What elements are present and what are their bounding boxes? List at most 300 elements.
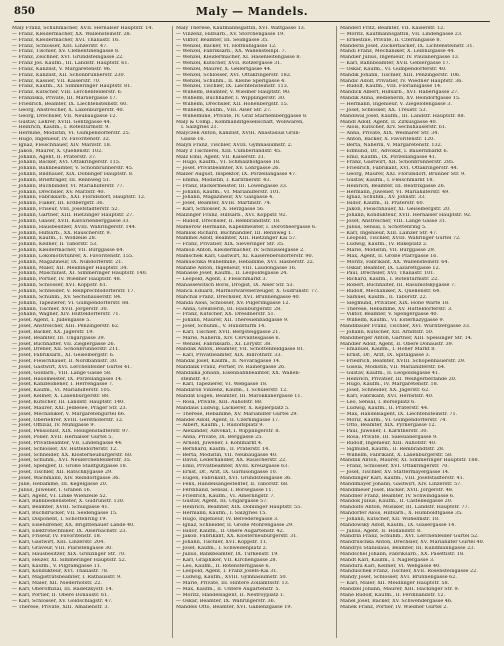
directory-entry: Mandlmayer Johann, Gastwirt, XIV. Linzerstr. 57. [340, 481, 462, 487]
directory-entry: — Franz, Kutscher, XX. Dresdnerstr. 51. [176, 312, 276, 318]
directory-entry: — Josef, Schneider, XX. Jägerstr. 62. [340, 388, 430, 394]
directory-entry: — Max, Agent, II. Große Pfarrgasse 16. [340, 253, 438, 259]
directory-entry: Mamschek Karl, Gastwirt, XI. Kaiserebersdorferstr. 90. [176, 253, 314, 259]
directory-entry: — Rosa, Private, XIII. Auhofstr. 88. [176, 400, 263, 405]
directory-entry: Mandels Otto, Beamter, XVI. Gablenzgasse 19. [176, 604, 293, 610]
directory-entry: — Hermann, Juwelier, VI. Mariahilferstr. 49. [340, 189, 450, 195]
directory-entry: — Johann, Kondukteur, XVII. Hernalser Hauptstr. 92. [340, 213, 472, 218]
directory-entry: — Karl, Schlosser, XV. Goldschlagstr. 47. [12, 598, 113, 604]
directory-entry: Manel Josef, Bäcker, XV. Schwendergasse 46. [340, 598, 453, 604]
directory-entry: Mandl Adolf, Agent, II. Zirkusgasse 40. [340, 119, 438, 125]
directory-entry: Malzer August, Inspektor, IX. Porzellangasse 47. [176, 172, 297, 178]
directory-entry: — Josef, Schuhm., XVI. Neulerchenfelderstr. 35. [12, 458, 132, 464]
directory-entry: — Jakob, Fabrikant, XX. Klosterneuburgerstr. 31. [176, 534, 298, 540]
directory-entry: Mandier Julius, Ingenieur, IV. Paulanergasse 13. [340, 55, 460, 61]
directory-entry: — Julius, Sensal, I. Schottenring 5. [340, 224, 427, 230]
directory-entry: — Franz, Kaufm., XI. Simmeringer Hauptstr. 81. [12, 84, 132, 90]
directory-entry: — Albert, Kaufm., I. Rudolfsplatz 9. [176, 423, 265, 429]
directory-entry: — Johann, Fabriksarb., XXI. Floridsdorf, Hauptstr. 12. [12, 195, 146, 201]
directory-entry: — Julius, Bankbeamter, IX. Türkenstr. 19. [176, 551, 279, 557]
directory-entry: Mandi Franz, Mechaniker, X. Leibnizgasse 44. [340, 49, 456, 55]
directory-entry: — Rudolf, Mechaniker, X. Quellenstr. 64. [340, 288, 441, 294]
directory-entry: — Johann, Agent, II. Praterstr. 37. [12, 154, 97, 160]
directory-entry: — Gustav, Agent, III. Ungargasse 57. [176, 499, 268, 505]
directory-entry: Manca Eduard, Marmorwarenerzeuger, X. Gudrunstr. 77. [176, 288, 319, 294]
directory-entry: — Heinrich, Kaufm., I. Rotenturmstr. 9. [12, 125, 110, 131]
directory-entry: — Franz, Schlosser, XIII. Linzerstr. 47. [12, 43, 108, 49]
directory-entry: — Therese, Private, XIII. Amalienstr. 3. [12, 604, 110, 610]
directory-entry: Mamoli Anton, Kleidermacher, IV. Schlüsselgasse 2. [176, 248, 305, 254]
directory-entry: — Josef, Kaufm., I. Schwedenplatz 2. [176, 546, 268, 552]
directory-entry: — Johann, Kleidermacher, VII. Burggasse 64. [12, 248, 125, 254]
directory-entry: — Leo, Kaufm., II. Rotensterngasse 6. [176, 563, 271, 569]
directory-entry: — Franz, Kleidermacher, XX. Wallensteinstr. 28. [12, 31, 132, 37]
directory-entry: — Wilhelm, Beamter, V. Wiedner Hauptstr. 90. [176, 90, 291, 96]
directory-entry: Mandalka Johann, Eisenbahnbeamter, XX. Wallen- [176, 370, 301, 376]
directory-entry: Mandschel Johann, Fabriksarb., XX. Pasettistr. 18. [340, 551, 465, 557]
directory-entry: — Leopold, Agent, I. Franz Josefs-Kai 31. [176, 569, 278, 575]
directory-entry: — Emil, Privatbeamter, XVIII. Kreuzgasse 63. [176, 464, 289, 470]
directory-entry: — Josef, Tischler, XV. Stättermayergasse 14. [340, 470, 450, 476]
directory-entry: — Ludwig, Kaufm., IV. Rilkeplatz 2. [340, 242, 428, 248]
directory-entry: — Gustav, Lehrer, XVIII. Gentzgasse 44. [12, 119, 112, 125]
directory-entry: — Karl, Friseur, IV. Favoritenstr. 18. [12, 534, 102, 540]
directory-entry: — Ludwig, Kaufm., XVIII. Gymnasiumstr. 50. [176, 575, 288, 581]
directory-entry: Manabe Anton, Ingenieur, VIII. Laudongasse 16. [176, 265, 297, 271]
directory-entry: — Julius, Juwelier, I. Graben 16. [12, 487, 92, 493]
directory-entry: Maly z Tischlerei, XIII. Cumberlandstr. 45. [176, 148, 282, 154]
directory-entry: Mandlinger Karl, Kaufm., VIII. Josefstädterstr. 41. [340, 475, 465, 481]
directory-entry: — Josef, Offizial, IV. Mühlgasse 9. [12, 423, 96, 429]
directory-entry: — Emma, Modistin, I. Kärntnerstr. 43. [176, 177, 271, 183]
directory-entry: Mandzel Johann, Maurer, XIII. Hackinger Str. 9. [340, 587, 460, 592]
directory-entry: — Vinzenz, Hilfsarb., XV. Storchengasse 19. [176, 31, 285, 37]
directory-entry: — Josef, Goldarb., VIII. Lange Gasse 58. [12, 370, 112, 376]
entries-column-1 [12, 26, 172, 638]
directory-entry: Manderla Josef, Zuckerbäcker, IX. Lichtensteinstr. 31. [340, 43, 475, 49]
directory-entry: Mandok Julius, Kaufm., II. Castellezgasse 20. [340, 499, 453, 505]
directory-entry: — Johann, Maler, XII. Meidlinger Hauptstr. 34. [12, 265, 128, 271]
directory-entry: — Franz, Kutscher, VIII. Lerchenfelderstr. 6. [12, 90, 123, 96]
directory-entry: Mandal Josef, Kaufm., II. Novaragasse 14. [176, 359, 281, 365]
directory-entry: — Wenzel, Tischler, IX. Liechtensteinstr. 113. [176, 84, 289, 90]
directory-entry: — Johann, Friseur, VIII. Josefstädterstr. 52. [12, 207, 120, 213]
directory-entry: — Johann, Magazineur, XV. Gasgasse 4. [176, 195, 274, 201]
directory-entry: — Karl, Graveur, VIII. Piaristengasse 30. [12, 546, 113, 552]
directory-entry: Maly Therese, Kaufmannsgattin, XVI. Wattgasse 13. [176, 26, 306, 31]
running-head: Maly — Mandels. [195, 5, 309, 18]
directory-entry: Malyczek Anton, Kanzlist, XVIII. Anastasius Grün- [176, 131, 301, 137]
directory-entry: — Rudolf, Kaufm., VIII. Florianigasse 14. [340, 84, 442, 90]
directory-entry: — Moritz, Kaufmannsgattin, VII. Lindengasse 23. [340, 31, 463, 37]
directory-entry: — Oskar, Beamter, IX. Lazarettgasse 12. [340, 265, 441, 271]
directory-entry: — Gustav, Kaufm., I. Fleischmarkt 18. [340, 177, 435, 183]
directory-entry: — Josef, Schlosser, XX. Treustr. 53. [340, 107, 427, 113]
directory-entry: — Franz, Kleidermacher, XVI. Thaliastr. 16. [12, 37, 120, 43]
directory-entry: Mandolfo Anton, Musiker, III. Landstr. Hauptstr. 77. [340, 505, 470, 511]
directory-entry: — Leopold, Tischler, XVIII. Währinger Gürtel 72. [340, 236, 461, 242]
directory-entry: Gasse 16. [181, 137, 206, 143]
directory-entry: — Marie, Private, III. Hintere Zollamtsstr. 13. [176, 581, 290, 587]
directory-entry: — Franz, Kanzlist, XII. Schönbrunnerstr. 230. [12, 72, 126, 78]
directory-entry: — Josef, Bäcker, XX. Jägerstr. 19. [12, 329, 94, 335]
directory-entry: Mandel Adolf, Agent, II. Czerningasse 17. [176, 417, 280, 423]
directory-entry: — Karl, Oberoffizial, III. Radetzkystr. 14. [12, 587, 114, 592]
directory-entry: — Johann, Buchbinder, VI. Mariahilferstr. 77. [12, 183, 125, 189]
directory-entry: — Wenzel, Schlosser, XVI. Ottakringerstr. 182. [176, 72, 292, 78]
directory-entry: — Josef, Fleischhauer, II. Nordbahnstr. 30. [12, 359, 118, 365]
directory-entry: Maly & Comp., Kommanditgesellschaft, Wollwaren, [176, 119, 304, 125]
directory-entry: — Wilhelmine, Private, IV. Graf Starhemberggasse 8. [176, 113, 308, 119]
directory-entry: — Johann, Lokomotivführer, X. Favoritenstr. 155. [12, 253, 134, 259]
directory-entry: Mandrla Franz, Schuhm., XVI. Lerchenfelder Gürtel 52. [340, 534, 479, 540]
directory-entry: — Anton, Bäcker, X. Favoritenstr. 120. [340, 137, 435, 143]
directory-entry: — Alois, Kutscher, XIV. Sechshauserstr. 61. [340, 125, 447, 131]
directory-entry: — Ernst, Dr., Arzt, IX. Spitalgasse 3. [340, 353, 431, 359]
directory-entry: — Karl, Hausbesitzer, XIX. Grinzinger Str. 70. [12, 551, 126, 557]
directory-entry: — Friedrich, Beamter, IX. Liechtensteinstr. 60. [12, 101, 128, 107]
directory-entry: — Karl, Eisendreher, XX. Brigittenauer Lände 40. [12, 522, 135, 528]
directory-entry: — Georg, Maurer, XXI. Floridsdorf, Brünner Str. 9. [340, 172, 466, 178]
directory-entry: Mandruschka Anton, Drechsler, XV. Mariahilfer Gürtel 40. [340, 540, 485, 546]
column-divider [336, 26, 337, 638]
directory-entry: — Josef, Anstreicher, VIII. Lange Gasse 31. [340, 218, 447, 224]
directory-entry: — Marie, Näherin, XIV. Cervantesgasse 6. [176, 335, 281, 341]
directory-entry: — Johann, Hausbesitzer, XVIII. Währingerstr. 144. [12, 224, 137, 230]
directory-entry: I. Salzgries 21. [181, 125, 219, 131]
directory-entry: — Karl, Buchdrucker, VII. Seidengasse 15. [12, 511, 118, 517]
entries-column-3 [340, 26, 500, 638]
directory-entry: — Wenzel, Fabriksarb., XX. Wallensteinpl. 7. [176, 49, 287, 55]
directory-entry: Manderl Fritz, Beamter, VII. Kaiserstr. 12. [340, 26, 445, 31]
directory-entry: — Edmund, Dr., Advokat, I. Bauernmarkt 6. [340, 148, 449, 154]
directory-entry: — Oskar, Beamter, IX. Währingerstr. 36. [176, 598, 276, 604]
directory-entry: — Hermann, Ingenieur, V. Ziegelofengasse 3. [340, 101, 452, 107]
directory-entry: Mamerow Hermann, Kapellmeister, I. Dorotheergasse 6. [176, 224, 317, 230]
directory-entry: — Siegmund, Privatier, XIX. Hohe Warte 18. [340, 300, 450, 306]
directory-entry: — Viktor, Beamter, V. Spengergasse 40. [340, 312, 439, 318]
column-divider [172, 26, 173, 638]
directory-entry: — Josef, Agent, I. Judengasse 5. [12, 318, 91, 324]
directory-entry: Malyn Franz, Tischler, XVIII. Gymnasiumstr. 2. [176, 142, 293, 148]
directory-entry: — Johann, Hilfsarb., XX. Rauscherstr. 9. [12, 230, 112, 236]
directory-entry: — Johann, Glaser, XVII. Kalvarienberggasse 33. [12, 218, 131, 224]
directory-entry: — Ludwig, Kaufm., II. Praterstr. 44. [340, 405, 429, 411]
directory-entry: — Eugen, Fabrikant, XVI. Grundsteingasse 36. [176, 475, 292, 481]
directory-entry: — Ernst, Dr., Arzt, IX. Garnisongasse 10. [176, 470, 278, 476]
directory-entry: — Johann, Schneider, V. Reinprechtsdorferstr. 17. [12, 288, 136, 294]
directory-entry: — Richard, Kaufm., I. Rotenturmstr. 22. [340, 277, 439, 283]
directory-entry: — Johann, Kutscher, XII. Arndtstr. 50. [340, 329, 434, 335]
directory-entry: — Josef, Anstreicher, XIII. Penzingerstr. 62. [12, 324, 120, 330]
directory-entry: — Therese, Hebamme, XV. Mariahilfer Gürtel 29. [176, 411, 299, 417]
directory-entry: — Karl, Agent, VI. Linke Wienzeile 52. [12, 493, 108, 499]
directory-entry: Mandt Karl, Kaufm., I. Naglergasse 3. [340, 557, 435, 563]
directory-entry: — Karl, Schlosser, X. Herzgasse 56. [176, 207, 265, 213]
directory-entry: Mandner Franz, Beamter, IV. Schwindgasse 6. [340, 493, 455, 499]
directory-entry: — Franz, Kassier, VII. Kaiserstr. 70. [12, 78, 101, 84]
directory-entry: — Karl, Beamter, XVIII. Schulgasse 41. [12, 505, 109, 511]
directory-entry: Mandat Eugen, Beamter, III. Marokkanergasse 11. [176, 394, 303, 400]
directory-entry: Mamlok Richard, Buchhändler, III. Rennweg 1. [176, 230, 293, 236]
directory-entry: Manek Franz, Portier, IV. Wiedner Gürtel 2. [340, 604, 448, 610]
entries-column-2 [176, 26, 336, 638]
directory-entry: — Friedrich, Fabrikant, XVI. Ottakringerstr. 44. [340, 166, 459, 172]
directory-entry: steinstr. 47. [181, 376, 211, 382]
directory-entry: — Josef, Schlosser, XV. Hütteldorferstr. 12. [12, 446, 118, 452]
directory-entry: Mandick Albert, Hilfsarb., XVI. Haberlgasse 27. [340, 90, 459, 96]
directory-entry: — Karl, Privatbeamter, XIX. Billrothstr. 33. [176, 353, 283, 359]
directory-entry: — Moriz, Kaufm., VI. Gumpendorferstr. 74. [340, 417, 447, 423]
directory-entry: — Karl, Disponent, I. Schottenring 19. [12, 516, 108, 522]
directory-entry: Mandlbauer Franz, Tischler, XVI. Wurlitzergasse 33. [340, 324, 471, 330]
directory-entry: Mandak Anton, Beamter, VII. Schottenfeldgasse 81. [176, 347, 305, 353]
directory-entry: — Franz Jos. Kaufm., III. Landstr. Hauptstr. 61. [12, 61, 130, 67]
directory-entry: Mandlmeier Josef, Bäcker, XVII. Jörgerstr. 48. [340, 487, 454, 493]
directory-entry: — Wenzel, Kleidermacher, XI. Hasenleitengasse 8. [176, 55, 302, 61]
directory-entry: — Johann, Magazineur, IX. Nußdorferstr. 21. [12, 259, 123, 265]
directory-entry: — Julius, Agent, II. Hollandstr. 8. [340, 528, 422, 534]
directory-entry: — Josef, Schuhm., V. Hundsturm 14. [176, 324, 266, 330]
directory-entry: — Josef, Privatbeamter, XV. Löhrgasse 26. [176, 166, 280, 172]
directory-entry: — Karl, Elektrotechniker, IX. Alserbachstr. 23. [12, 528, 127, 534]
directory-entry: — Josef, Fabriksarb., XI. Geiselbergstr. 6. [12, 353, 115, 359]
directory-entry: — Wenzel, Fabriksarb., XI. Lorystr. 38. [176, 341, 272, 347]
directory-entry: — Paul, Drechsler, XVI. Thaliastr. 101. [340, 271, 435, 277]
directory-entry: — Franziska, Private, III. Marxergasse 17. [12, 96, 118, 102]
directory-entry: — Ignaz, Schneider, II. Große Mohrengasse 29. [176, 522, 294, 528]
directory-entry: — Gustav, Kaufm., II. Leopoldsgasse 41. [340, 370, 440, 376]
directory-entry: — Johann, Tapezierer, VI. Gumpendorferstr. 88. [12, 300, 130, 306]
directory-entry: — Heinrich, Beamter, III. Beatrixgasse 26. [340, 183, 446, 189]
directory-entry: Mandlberger Anton, Gärtner, XIII. Speisinger Str. 14. [340, 335, 473, 341]
directory-entry: — Josef, Beamter, XVIII. Martinstr. 74. [176, 201, 272, 207]
directory-entry: — Rudolf, Drechsler, II. Rembrandtstr. 18. [176, 218, 281, 224]
directory-entry: Mane Rudolf, Kaufm., II. Ferdinandstr. 12. [340, 592, 446, 598]
page-number: 850 [14, 6, 35, 17]
directory-entry: — Josef, Kutscher, III. Landstr. Hauptstr. 140. [12, 400, 125, 405]
directory-entry: — Bernhard, Kaufm., II. Praterstr. 14. [176, 446, 270, 452]
directory-entry: Mandrys Stanislaus, Beamter, III. Kundmanngasse 23. [340, 546, 475, 552]
directory-entry: — Josef, Schneider, XX. Klosterneuburgerstr. 60. [12, 452, 133, 458]
directory-entry: — Josef, Spengler, II. Große Stadtgutgasse 18. [12, 464, 128, 470]
directory-entry: — Karl, Bahnbeamter, XVII. Geblergasse 17. [340, 61, 451, 67]
directory-entry: Mandalik Franz, Portier, IV. Rainergasse 26. [176, 364, 286, 370]
directory-entry: — Johann, Tischler, XVII. Jörgerstr. 30. [12, 306, 109, 312]
directory-entry: — Johann, Gärtner, XIII. Hietzinger Hauptstr. 27. [12, 213, 134, 218]
directory-entry: Mandy Josef, Schlosser, XVI. Brunnengasse 62. [340, 575, 457, 581]
page-header [0, 0, 504, 22]
directory-entry: — Johann, Maurer, XII. Theresienbadgasse 9. [176, 318, 289, 324]
directory-entry: — Rosa, Private, III. Salesianergasse 9. [340, 435, 438, 441]
directory-entry: — Johann, Schlosser, XVI. Koppstr. 61. [12, 283, 108, 289]
directory-entry: — Moritz, Handelsagent, II. Nestroyplatz 1. [176, 592, 285, 598]
directory-entry: — Leopold, Agent, I. Fleischmarkt 3. [176, 277, 268, 283]
directory-entry: — Karl, Graphiker, VII. Kirchengasse 28. [176, 557, 278, 563]
directory-entry: — Johann, Kaufm., VI. Mariahilferstr. 101. [176, 189, 281, 195]
directory-entry: — Moritz, Fabrikant, XX. Wallensteinstr. 64. [340, 259, 450, 265]
directory-entry: — Johann, Kellner, II. Taborstr. 53. [12, 242, 98, 248]
directory-entry: — Wenzel, Maurer, X. Gellertgasse 44. [176, 66, 272, 72]
directory-entry: Manduschek Franz, Tischler, XVII. Rosensteingasse 22. [340, 569, 478, 575]
directory-entry: — Julie, Hebamme, III. Kegelgasse 20. [12, 481, 108, 487]
directory-entry: — Franz, Bäckermeister, III. Löwengasse 33. [176, 183, 288, 189]
directory-entry: Manasse Josef, Kaufm., II. Leopoldsgasse 24. [176, 271, 288, 277]
directory-entry: Malzinger Franz, Hilfsarb., XVI. Koppstr. 92. [176, 213, 287, 218]
directory-entry: — Emil, Kaufm., IX. Porzellangasse 41. [340, 154, 437, 160]
directory-entry: — Josef, Kanzleidiener, I. Herrengasse 7. [12, 382, 114, 388]
directory-entry: — Otto, Beamter, XIX. Pyrkergasse 12. [340, 423, 437, 429]
directory-entry: — Jakob, Fleischhauer, XI. Geiselbergstr. 20. [340, 207, 451, 213]
directory-entry: Mandowsky Adolf, Kaufm., IX. Glasergasse 14. [340, 522, 456, 528]
directory-entry: Mandik Johann, Tischler, XIII. Penzingerstr. 106. [340, 72, 461, 78]
directory-entry: — Karl, Bahnbediensteter, X. Gudrunstr. 130. [12, 499, 125, 505]
directory-entry: — Sigmund, Kaufm., II. Rembrandtstr. 28. [340, 446, 445, 452]
directory-entry: — Wenzel, Bäcker, VI. Hofmühlgasse 12. [176, 43, 277, 49]
directory-entry: — Johann, Fiaker, III. Erdbergstr. 36. [12, 201, 105, 207]
directory-entry: — Ferdinand, Sensal, I. Börsegasse 11. [176, 487, 274, 493]
directory-entry: — Karl, Magistratsbeamter, I. Rathausstr. 9. [12, 575, 122, 581]
directory-entry: — Marie, Modistin, VII. Burggasse 29. [340, 248, 436, 254]
directory-entry: — Hugo, Kaufm., VI. Schmalzhofgasse 18. [176, 160, 281, 166]
directory-entry: — Karl, Fabrikant, XVI. Herbststr. 40. [340, 394, 434, 400]
directory-entry: — Karl, Tapezierer, VI. Webgasse 18. [176, 382, 268, 388]
directory-entry: — Hugo, Kaufm., IV. Margaretenstr. 18. [340, 382, 439, 388]
directory-entry: — Josef, Pensionist, XIX. Heiligenstädterstr. 97. [12, 429, 130, 435]
directory-entry: — Heinrich, Privatier, III. Weißgerberlände 20. [340, 376, 457, 382]
directory-entry: — Max, Kaufm., II. Untere Augartenstr. 5. [176, 587, 281, 592]
directory-entry: — Anna, Private, XIX. Weimarer Str. 34. [340, 131, 439, 137]
directory-entry: — Josef, Oberlehrer, XVIII. Gersthoferstr. 12. [12, 417, 124, 423]
directory-entry: — Josef, Privatbeamter, VII. Lindengasse 44. [12, 440, 123, 446]
directory-entry: Mammel Adolf, Beamter, XIII. Hietzinger Kai 57. [176, 236, 297, 242]
directory-entry: — Wilhelm, Drechsler, XII. Hohenbergstr. 15. [176, 101, 289, 107]
directory-entry: Maly Franz, Schuhmacher, XVII. Hernalser Hauptstr. 14. [12, 26, 154, 31]
directory-entry: — Johann, Wagner, XIV. Hütteldorferstr. 71. [12, 312, 121, 318]
directory-entry: — Josef, Wachmann, XIV. Reindorfgasse 36. [12, 475, 120, 481]
directory-entry: — Therese, Hebamme, XV. Hütteldorferstr. 3. [340, 306, 453, 312]
directory-entry: — Ignaz, Fleischhauer, XIV. Märzstr. 18. [12, 142, 112, 148]
directory-entry: — Karl, Tischler, XVII. Bergsteiggasse 21. [176, 329, 280, 335]
directory-entry: — Berta, Näherin, V. Margaretenstr. 132. [340, 142, 443, 148]
directory-entry: Mandaroli Vinzenz, Kaufm., I. Schulerstr. 12. [176, 388, 288, 394]
directory-entry: Manassewitsch Boris, Drogist, IX. Alser Str. 53. [176, 283, 295, 289]
directory-entry: Mandler Adolf, Agent, II. Obere Donaustr. 39. [340, 341, 454, 347]
directory-entry: — Heinrich, Beamter, XIX. Döblinger Hauptstr. 55. [176, 505, 302, 511]
directory-entry: — Johann, Portier, IV. Wiedner Hauptstr. 48. [12, 277, 122, 283]
directory-entry: Mandura Karl, Kellner, VI. Webgasse 40. [340, 563, 441, 569]
directory-entry: — Johann, Bahnbeamter, V. Schönbrunnerstr. 45. [12, 166, 134, 172]
directory-entry: — Hugo, Ingenieur, IV. Favoritenstr. 32. [12, 137, 111, 143]
directory-entry: — Rudolf, Ingenieur, XIII. Auhofstr. 40. [340, 440, 437, 446]
directory-entry: — Johann, Bildhauer, XIX. Döblinger Hauptstr. 8. [12, 172, 134, 178]
header-rule [14, 21, 490, 22]
directory-entry: — Jakob, Maurer, X. Quellenstr. 102. [12, 148, 103, 154]
directory-entry: — Anna, Private, IX. Berggasse 25. [176, 435, 263, 441]
directory-entry: — Karl, Maler, XII. Niederhofstr. 22. [12, 581, 102, 587]
directory-entry: Mamuschka Wilhelmine, Hebamme, XVI. Hasnerstr. 22. [176, 259, 315, 265]
directory-entry: — Alexander, Advokat, I. Wipplingerstr. 8. [176, 429, 281, 435]
directory-entry: — Johann, Drechsler, XV. Märzstr. 40. [12, 189, 106, 195]
directory-entry: — Karl, Portier, II. Obere Donaustr. 61. [12, 592, 109, 598]
directory-entry: — Franz, Zeichner, XVI. Grundsteingasse 22. [12, 55, 124, 61]
directory-entry: — Wilhelm, Fabrikant, X. Laxenburgerstr. 58. [340, 452, 453, 458]
directory-entry: Malz Emil, Agent, VII. Kaiserstr. 31. [176, 154, 266, 160]
directory-entry: — Johann, Maschinist, XI. Simmeringer Hauptstr. 140. [12, 271, 148, 277]
directory-entry: Manchal Franz, Drechsler, XVI. Brunnengasse 40. [176, 294, 301, 300]
directory-entry: — Isidor, Kaufm., II. Obere Augartenstr. 42. [176, 528, 285, 534]
directory-entry: — Wenzel, Schuhm., II. Kleine Sperlgasse 4. [176, 78, 286, 84]
directory-entry: — Max, Handelsagent, IX. Liechtensteinstr. 71. [340, 411, 458, 417]
directory-entry: Mandaus Ludwig, Lackierer, X. Keplerplatz 5. [176, 405, 290, 411]
directory-entry: — Josef, Hausmeister, IX. Porzellangasse 14. [12, 376, 123, 382]
directory-entry: Mandic Adolf, Privatier, IV. Wiedner Hauptstr. 36. [340, 78, 463, 84]
directory-entry: — Wilhelm, Kaufm., VI. Esterhazygasse 9. [340, 318, 445, 324]
directory-entry: — Franz, Schlosser, XVI. Ottakringerstr. 70. [340, 464, 449, 470]
directory-entry: — Hugo, Ingenieur, IV. Belvederegasse 3. [176, 516, 279, 522]
directory-entry: — Josef, Maurer, XXI. Jedlesee, Prager Str. 23. [12, 405, 128, 411]
directory-entry: — Johann, Schuhm., XV. Sechshauserstr. 84. [12, 294, 122, 300]
directory-entry: — Felix, Handelsangestellter, II. Taborstr. 68. [176, 481, 289, 487]
directory-entry: — Karl, Kondukteur, XVI. Thaliastr. 78. [12, 569, 109, 575]
directory-entry: — Georg, Drechsler, VII. Neubaugasse 12. [12, 113, 118, 119]
directory-entry: — Karl, Ingenieur, XIII. Lainzer Str. 47. [340, 230, 438, 236]
directory-entry: Mandlik Anton, Maurer, XI. Simmeringer Hauptstr. 188. [340, 458, 480, 464]
directory-entry: — Josef, Mechaniker, V. Margaretengürtel 66. [12, 411, 126, 417]
directory-entry: Manda Alois, Schlosser, XV. Pilgerimgasse 12. [176, 300, 291, 306]
directory-entry: — Isidor, Kaufm., II. Praterstr. 60. [340, 201, 425, 207]
directory-entry: — Arnold, Juwelier, I. Kohlmarkt 4. [176, 440, 263, 446]
directory-entry: — Josef, Beamter, III. Ungargasse 39. [12, 335, 106, 341]
directory-entry: — Wilhelm, Kaufm., VIII. Alser Str. 27. [176, 107, 272, 113]
directory-entry: — Leo, Sensal, I. Börseplatz 6. [340, 400, 416, 405]
directory-entry: — Viktor, Beamter, III. Seidlgasse 35. [176, 37, 269, 43]
directory-entry: — Hermann, Kaufm., I. Salzgries 15. [176, 511, 267, 517]
directory-entry: — Berta, Modistin, VII. Neubaugasse 40. [176, 452, 278, 458]
directory-entry: — Wenzel, Kutscher, XVII. Rötzergasse 31. [176, 61, 282, 67]
directory-entry: — Johann, Tischler, XVI. Koppstr. 11. [176, 540, 268, 546]
directory-entry: — Franz, Kanzlist, V. Margaretenstr. 96. [12, 66, 112, 72]
directory-entry: — Johann, Briefträger, III. Rennweg 51. [12, 177, 111, 183]
directory-entry: — Franz, Privatier, XIX. Sieveringer Str. 35. [176, 242, 285, 248]
directory-entry: — Franz, Gastwirt, XII. Schönbrunnerstr. 285. [340, 160, 455, 166]
directory-entry: — Karl, Gastwirt, XIII. Linzerstr. 204. [12, 540, 105, 546]
directory-entry: — Oskar, Kaufm., VI. Gumpendorferstr. 40. [340, 66, 447, 72]
directory-entry: — Paul, Juwelier, I. Kärntnerstr. 30. [340, 429, 428, 435]
directory-entry: — Robert, Buchhalter, III. Rasumofskygasse 7. [340, 283, 456, 289]
directory-entry: — Georg, Anstreicher, X. Laxenburgerstr. 40. [12, 107, 125, 113]
directory-entry: Mandorfer Alois, Hilfsarb., X. Humboldtgasse 35. [340, 511, 463, 517]
directory-entry: — Anna, Greißlerin, III. Hainburgerstr. 28. [176, 306, 282, 312]
directory-entry: — Josef, Tischler, XII. Ratschkygasse 29. [12, 470, 113, 476]
directory-entry: Mandiwal Josef, Kaufm., III. Landstr. Hauptstr. 88. [340, 113, 466, 119]
directory-entry: — Samuel, Kaufm., II. Taborstr. 22. [340, 294, 428, 300]
directory-entry: — Franz, Tischler, XV. Clementinengasse 8. [12, 49, 120, 55]
directory-entry: — Friedrich, Beamter, XVIII. Schopenhauerstr. 29. [340, 359, 466, 365]
directory-entry: — Hermine, Modistin, VI. Gumpendorferstr. 25. [12, 131, 131, 137]
directory-entry: — Josef, Kellner, X. Laxenburgerstr. 88. [12, 394, 110, 400]
directory-entry: — Karl, Maler, XII. Meidlinger Hauptstr. 58. [340, 581, 450, 587]
directory-entry: — Josef, Dreher, XII. Schönbrunnerstr. 211. [12, 347, 120, 353]
directory-entry: — Josef, Buchhalter, VII. Zieglergasse 26. [12, 341, 116, 347]
directory-entry: — Josef, Gastwirt, XVI. Lerchenfelder Gürtel 41. [12, 364, 132, 370]
directory-entry: — Karl, Kaufm., V. Pilgramgasse 11. [12, 563, 102, 569]
directory-entry: — Johann, Kaufm., I. Wollzeile 28. [12, 236, 97, 242]
directory-entry: — Johann, Bäcker, XVI. Ottakringerstr. 115. [12, 160, 121, 166]
directory-entry: — Emanuel, Kaufm., I. Hoher Markt 8. [340, 347, 436, 353]
directory-entry: — Josef, Polier, XVII. Hernalser Gürtel 5. [12, 435, 113, 441]
directory-entry: — Karl, Heizer, XI. Simmeringer Hauptstr. 52. [12, 557, 127, 563]
